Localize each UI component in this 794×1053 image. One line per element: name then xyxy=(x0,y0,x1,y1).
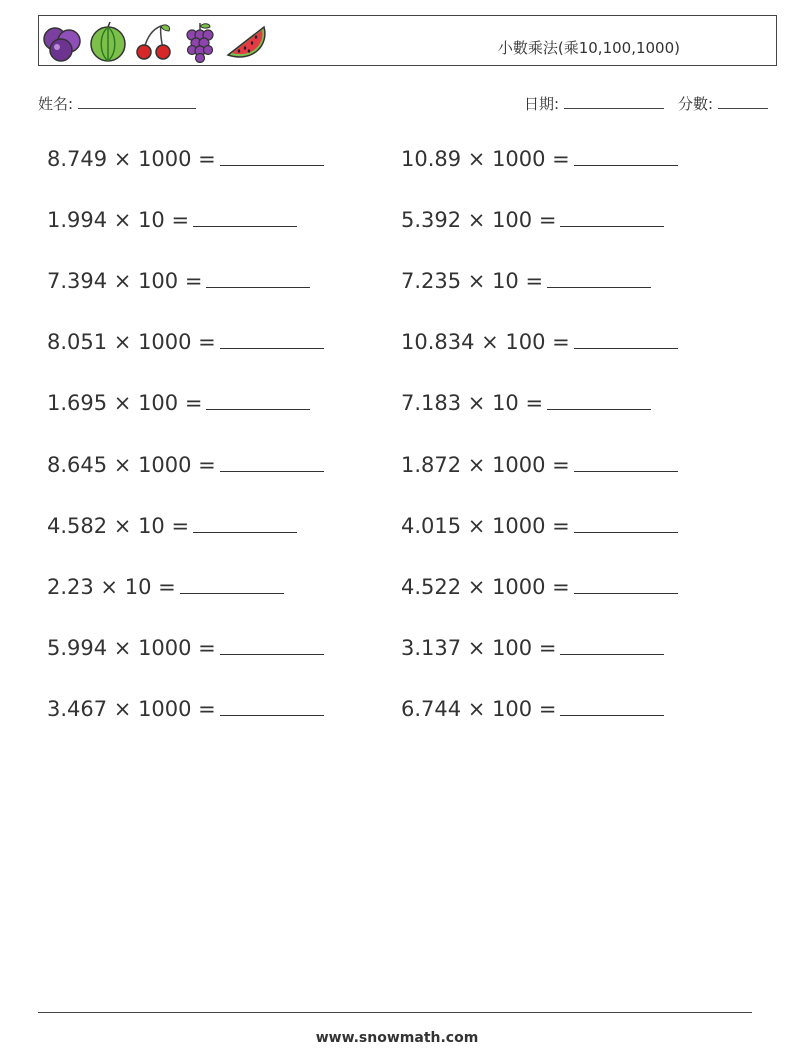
answer-blank[interactable] xyxy=(220,714,324,716)
problem-text: 4.522 × 1000 = xyxy=(401,574,570,599)
score-field xyxy=(678,93,768,114)
plums-icon xyxy=(41,21,83,63)
answer-blank[interactable] xyxy=(574,164,678,166)
problem-text: 5.392 × 100 = xyxy=(401,208,557,233)
problem-text: 3.467 × 1000 = xyxy=(47,696,216,721)
worksheet-header xyxy=(38,15,777,66)
answer-blank[interactable] xyxy=(220,347,324,349)
answer-blank[interactable] xyxy=(193,225,297,227)
answer-blank[interactable] xyxy=(560,225,664,227)
answer-blank[interactable] xyxy=(180,592,284,594)
problem-item xyxy=(401,330,678,354)
problem-text: 1.695 × 100 = xyxy=(47,391,203,416)
answer-blank[interactable] xyxy=(206,286,310,288)
problem-text: 10.834 × 100 = xyxy=(401,330,570,355)
problem-item xyxy=(47,391,310,415)
worksheet-title: 小數乘法(乘10,100,1000) xyxy=(497,39,680,57)
problem-text: 4.015 × 1000 = xyxy=(401,513,570,538)
score-label: 分數: xyxy=(678,95,714,113)
footer-url: www.snowmath.com xyxy=(315,1030,479,1046)
problem-text: 1.872 × 1000 = xyxy=(401,452,570,477)
grapes-icon xyxy=(179,21,221,63)
problem-text: 7.235 × 10 = xyxy=(401,269,544,294)
problem-text: 2.23 × 10 = xyxy=(47,574,176,599)
name-blank[interactable] xyxy=(78,107,196,109)
problem-item xyxy=(401,208,664,232)
name-label: 姓名: xyxy=(38,95,74,113)
problem-text: 10.89 × 1000 = xyxy=(401,147,570,171)
problem-item xyxy=(47,514,297,538)
answer-blank[interactable] xyxy=(560,714,664,716)
watermelon-slice-icon xyxy=(225,21,267,63)
problem-text: 6.744 × 100 = xyxy=(401,696,557,721)
answer-blank[interactable] xyxy=(220,470,324,472)
problem-item xyxy=(401,391,651,415)
watermelon-icon xyxy=(87,21,129,63)
problem-item xyxy=(401,636,664,660)
score-blank[interactable] xyxy=(718,107,768,109)
problem-item xyxy=(401,575,678,599)
problem-item xyxy=(401,514,678,538)
problem-text: 5.994 × 1000 = xyxy=(47,635,216,660)
problem-text: 8.645 × 1000 = xyxy=(47,452,216,477)
problem-item xyxy=(47,453,324,477)
answer-blank[interactable] xyxy=(220,164,324,166)
answer-blank[interactable] xyxy=(547,408,651,410)
problem-text: 8.051 × 1000 = xyxy=(47,330,216,355)
answer-blank[interactable] xyxy=(560,653,664,655)
answer-blank[interactable] xyxy=(574,592,678,594)
problem-item xyxy=(401,147,678,171)
answer-blank[interactable] xyxy=(220,653,324,655)
problem-text: 4.582 × 10 = xyxy=(47,513,190,538)
problem-item xyxy=(47,697,324,721)
problem-text: 3.137 × 100 = xyxy=(401,635,557,660)
problem-text: 7.183 × 10 = xyxy=(401,391,544,416)
problem-item xyxy=(47,330,324,354)
problem-item xyxy=(401,269,651,293)
problem-item xyxy=(47,147,324,171)
answer-blank[interactable] xyxy=(574,470,678,472)
problem-item xyxy=(401,697,664,721)
problem-item xyxy=(47,575,284,599)
date-label: 日期: xyxy=(524,95,560,113)
answer-blank[interactable] xyxy=(193,531,297,533)
problem-item xyxy=(47,636,324,660)
answer-blank[interactable] xyxy=(574,531,678,533)
problem-item xyxy=(401,453,678,477)
problem-text: 7.394 × 100 = xyxy=(47,269,203,294)
footer-divider xyxy=(38,1012,752,1013)
problem-text: 8.749 × 1000 = xyxy=(47,147,216,171)
answer-blank[interactable] xyxy=(574,347,678,349)
name-field xyxy=(38,93,196,114)
answer-blank[interactable] xyxy=(206,408,310,410)
cherries-icon xyxy=(133,21,175,63)
problem-text: 1.994 × 10 = xyxy=(47,208,190,233)
date-blank[interactable] xyxy=(564,107,664,109)
problem-item xyxy=(47,269,310,293)
problem-item xyxy=(47,208,297,232)
fruit-icons xyxy=(41,20,267,64)
answer-blank[interactable] xyxy=(547,286,651,288)
date-field xyxy=(524,93,664,114)
